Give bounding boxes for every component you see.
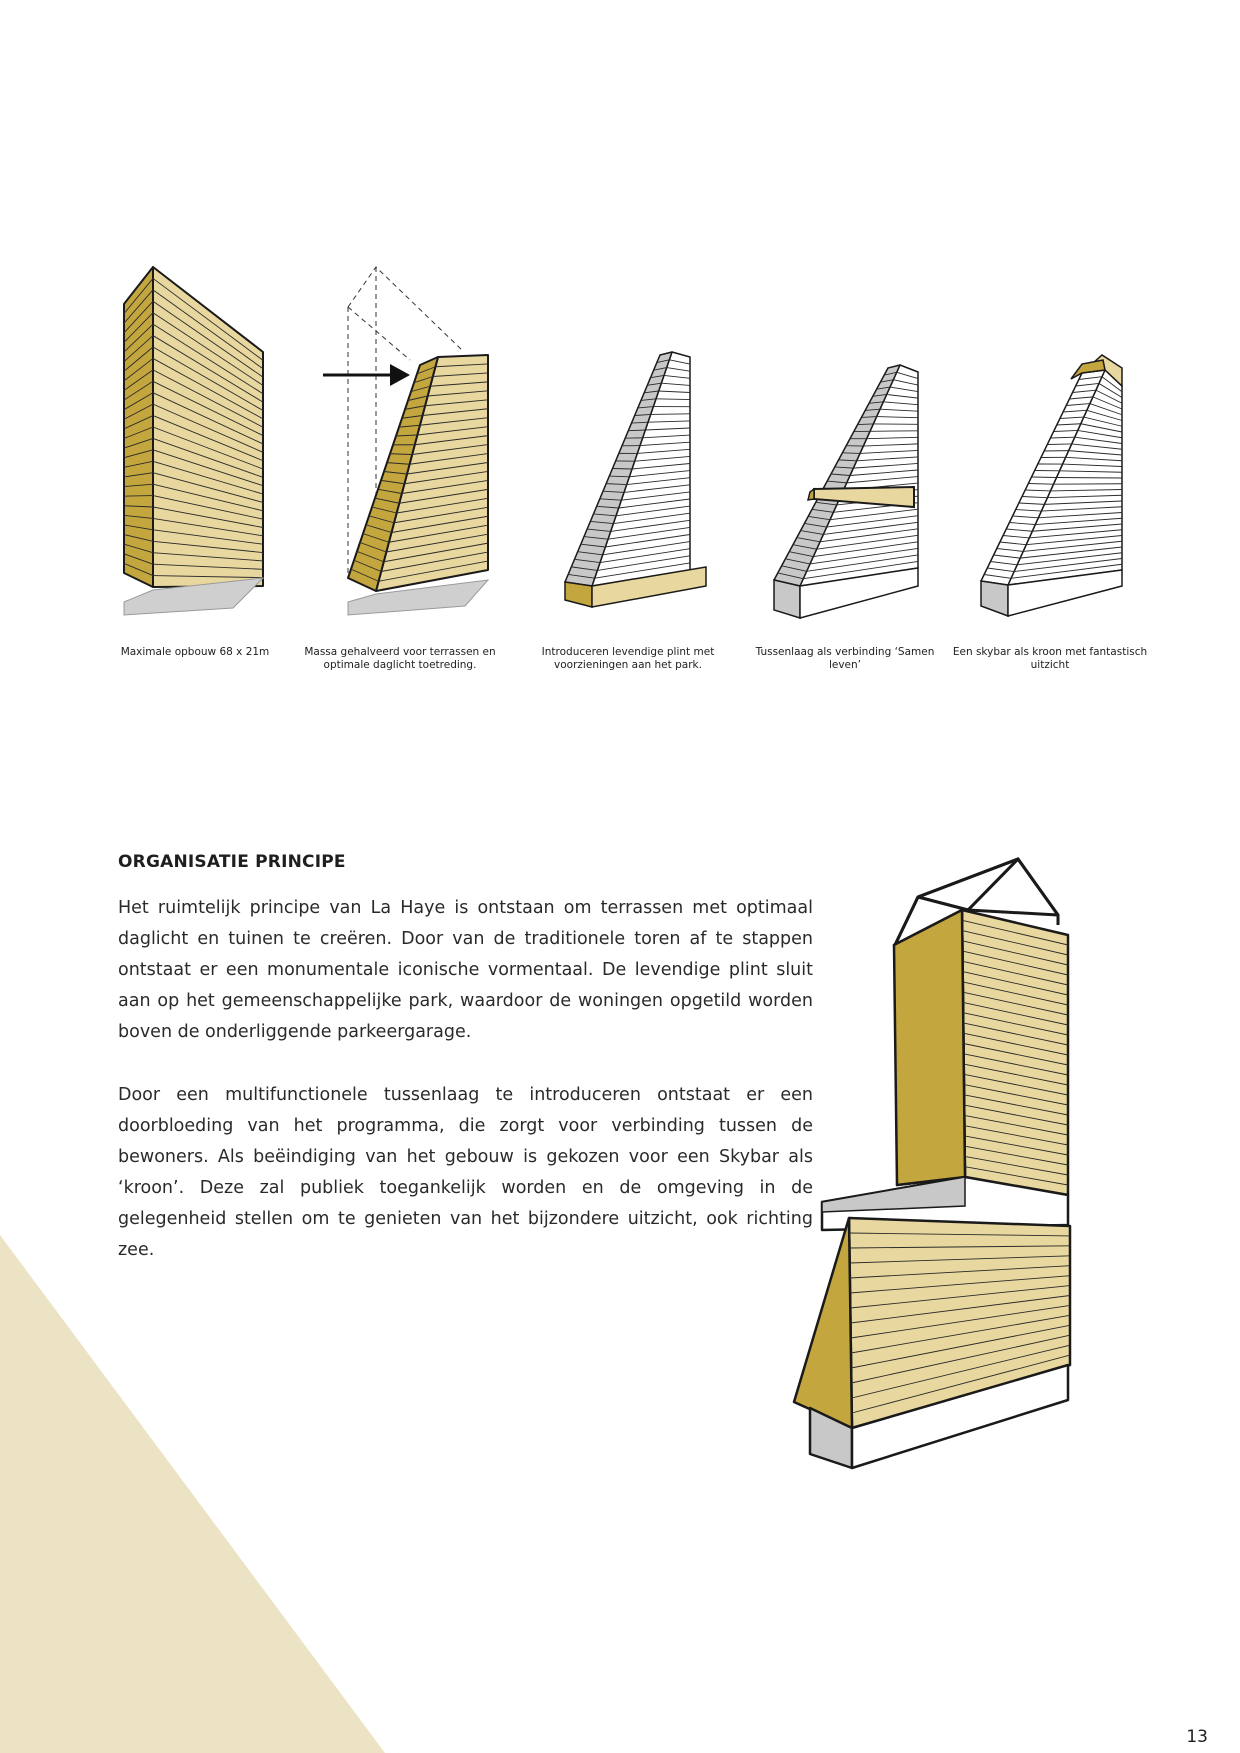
caption-step-4: Tussenlaag als verbinding ‘Samen leven’ <box>755 646 935 671</box>
facade-line <box>1032 477 1057 478</box>
facade-line <box>1047 444 1071 445</box>
facade-line <box>858 424 874 425</box>
caption-step-1: Maximale opbouw 68 x 21m <box>120 646 270 658</box>
facade-line <box>870 431 918 432</box>
facade-line <box>613 469 633 470</box>
diagram-step-2 <box>315 260 500 620</box>
diagram-step-5 <box>975 350 1125 620</box>
caption-step-3: Introduceren levendige plint met voorzieningen aan het park. <box>541 646 715 671</box>
page-number: 13 <box>1186 1727 1208 1747</box>
facade-line <box>1057 478 1123 479</box>
diagram-step-4 <box>770 360 920 620</box>
paragraph-2: Door een multifunctionele tussenlaag te introduceren ontstaat er een doorbloeding van het programma, die zorgt voor verbinding tussen de bewoners. Als beëindiging van het gebouw is gekozen voor een Skybar als ‘kroon’. Deze zal publiek toegankelijk worden en de omgeving in de gelegenheid stellen om te genieten van het bijzondere uitzicht, ook richting zee. <box>118 1085 813 1260</box>
diagram-step-1 <box>110 260 280 620</box>
facade-line <box>124 496 153 497</box>
facade-line <box>651 414 690 415</box>
facade-line <box>842 453 860 454</box>
paragraph-1: Het ruimtelijk principe van La Haye is ontstaan om terrassen met optimaal daglicht en tuinen te creëren. Door van de traditionele toren af te stappen ontstaat er een monumentale iconische vormentaal. De levendige plint sluit aan op het gemeenschappelijke park, waardoor de woningen opgetild worden boven de onderliggende parkeergarage. <box>118 898 813 1042</box>
building-diagram-large <box>790 850 1130 1480</box>
caption-step-5: Een skybar als kroon met fantastisch uitzicht <box>952 646 1148 671</box>
section-title: ORGANISATIE PRINCIPE <box>118 852 346 872</box>
caption-step-2: Massa gehalveerd voor terrassen en optimale daglicht toetreding. <box>304 646 496 671</box>
diagram-step-3 <box>560 345 710 625</box>
